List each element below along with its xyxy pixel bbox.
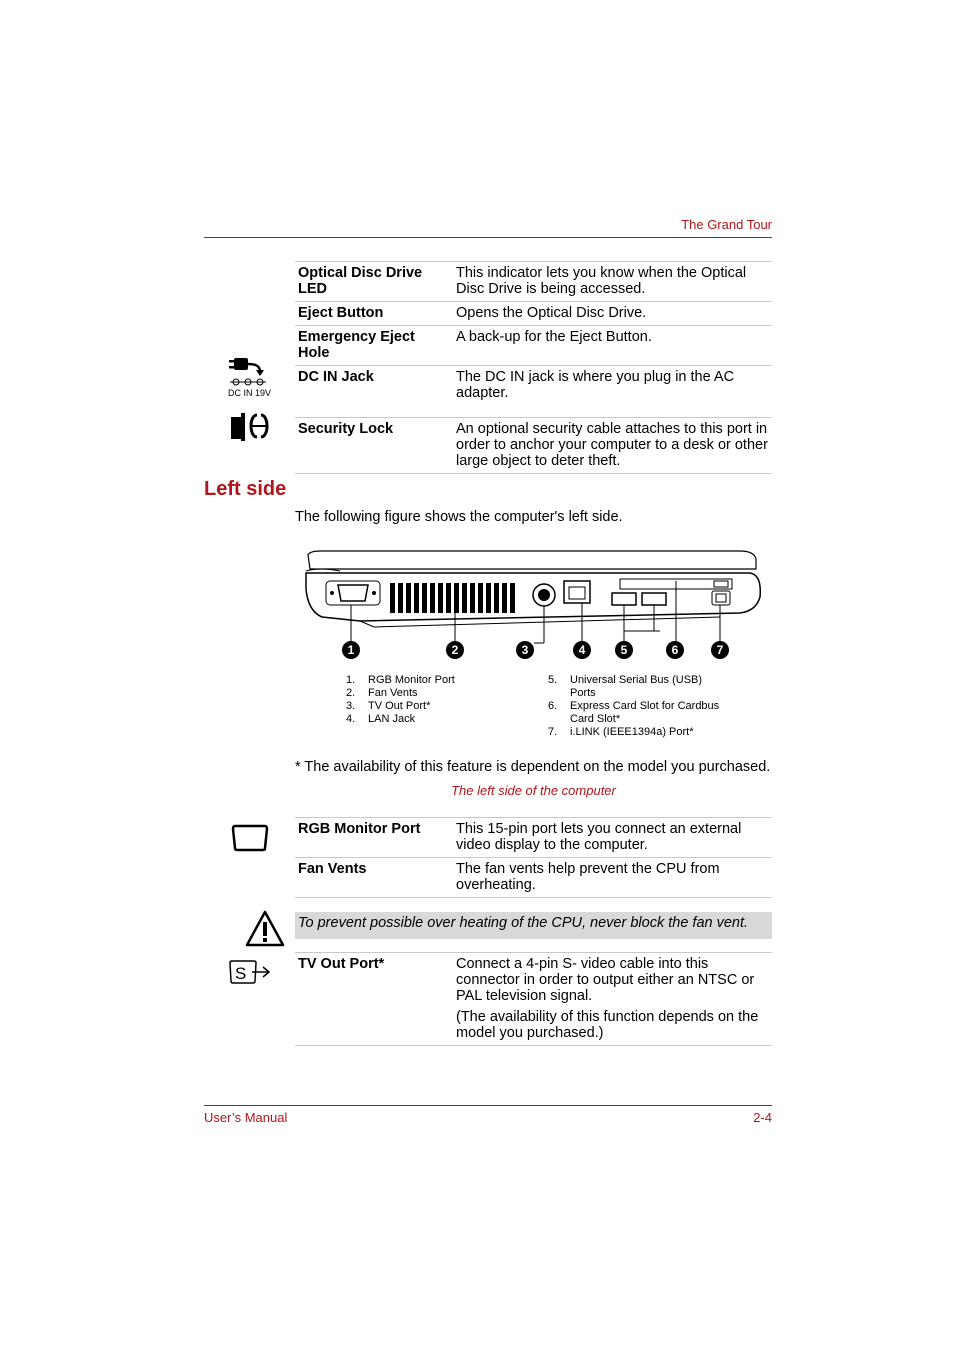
- list-item: 4. LAN Jack: [346, 713, 416, 725]
- callout-label: 1: [347, 643, 355, 657]
- list-item: 5. Universal Serial Bus (USB) Ports: [548, 674, 703, 699]
- list-item: 6. Express Card Slot for Cardbus Card Slot*: [548, 700, 720, 725]
- list-item: 7. i.LINK (IEEE1394a) Port*: [548, 726, 694, 738]
- callout-markers: [340, 640, 740, 662]
- desc-cell: An optional security cable attaches to this port in order to anchor your computer to a desk or other large object to deter theft.: [453, 418, 772, 474]
- list-item: 3. TV Out Port*: [346, 700, 431, 712]
- feature-table-mid: [295, 817, 772, 898]
- term-cell: TV Out Port*: [295, 953, 453, 1046]
- term-cell: Optical Disc Drive LED: [295, 262, 453, 302]
- callout-label: 6: [671, 643, 679, 657]
- figure-legend-left: [346, 674, 536, 726]
- footer-manual-title: User’s Manual: [204, 1110, 288, 1125]
- desc-cell: This 15-pin port lets you connect an external video display to the computer.: [453, 818, 772, 858]
- desc-cell: The fan vents help prevent the CPU from overheating.: [453, 858, 772, 898]
- term-cell: Emergency Eject Hole: [295, 326, 453, 366]
- callout-label: 7: [716, 643, 724, 657]
- desc-cell: The DC IN jack is where you plug in the AC adapter.: [453, 366, 772, 418]
- term-cell: Fan Vents: [295, 858, 453, 898]
- security-lock-icon: [229, 409, 273, 443]
- figure-caption: The left side of the computer: [451, 783, 616, 798]
- plug-icon: [226, 354, 270, 388]
- warning-triangle-icon: [245, 910, 285, 948]
- table-row: [295, 326, 772, 366]
- warning-text: To prevent possible over heating of the CPU, never block the fan vent.: [298, 915, 749, 931]
- table-row: [295, 366, 772, 418]
- list-item: 1. RGB Monitor Port: [346, 674, 455, 686]
- table-row: [295, 858, 772, 898]
- callout-label: 2: [451, 643, 459, 657]
- desc-cell: Opens the Optical Disc Drive.: [453, 302, 772, 326]
- callout-label: 4: [578, 643, 586, 657]
- availability-note: * The availability of this feature is dependent on the model you purchased.: [295, 759, 771, 775]
- term-cell: RGB Monitor Port: [295, 818, 453, 858]
- term-cell: DC IN Jack: [295, 366, 453, 418]
- table-row: [295, 818, 772, 858]
- footer-rule: [204, 1105, 772, 1106]
- page-number: 2-4: [753, 1110, 772, 1125]
- desc-cell: This indicator lets you know when the Optical Disc Drive is being accessed.: [453, 262, 772, 302]
- header-rule: [204, 237, 772, 238]
- section-title: Left side: [204, 478, 287, 500]
- svg-text:S: S: [235, 964, 247, 983]
- list-item: 2. Fan Vents: [346, 687, 418, 699]
- figure-legend-right: [548, 674, 748, 739]
- table-row: [295, 302, 772, 326]
- feature-table-top: [295, 261, 772, 474]
- section-intro: The following figure shows the computer's left side.: [295, 509, 623, 525]
- desc-cell: A back-up for the Eject Button.: [453, 326, 772, 366]
- callout-label: 5: [620, 643, 628, 657]
- running-header: The Grand Tour: [681, 217, 772, 232]
- callout-label: 3: [521, 643, 529, 657]
- dc-in-label: DC IN 19V: [228, 388, 272, 398]
- table-row: [295, 953, 772, 1046]
- term-cell: Security Lock: [295, 418, 453, 474]
- monitor-port-icon: [231, 823, 269, 853]
- feature-table-bottom: [295, 952, 772, 1046]
- table-row: [295, 418, 772, 474]
- term-cell: Eject Button: [295, 302, 453, 326]
- desc-cell: Connect a 4-pin S- video cable into this connector in order to output either an NTSC or PAL television signal. (The availability of this function depends on the model you purchased.): [453, 953, 772, 1046]
- table-row: [295, 262, 772, 302]
- s-video-icon: [228, 958, 272, 986]
